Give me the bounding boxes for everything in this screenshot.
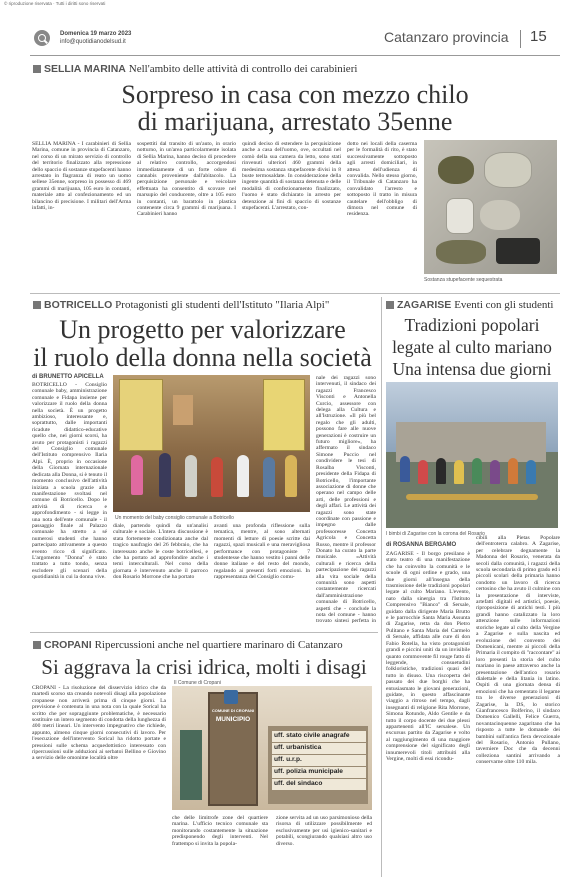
article3-place: ZAGARISE	[397, 299, 452, 311]
article3-caption: I bimbi di Zagarise con la corona del Rosario	[386, 531, 485, 537]
article1-col2: sospettiti dal transito di un'auto, in orario notturno, in un'area particolarmente isolata di Sellia Marina, hanno deciso di procedere al relativo controllo, accorgendosi immediatamente di un forte odore di cannabis proveniente dall'abitacolo. La perquisizione personale e veicolare effettuata ha consentito di scovare nel marsupio del conducente, oltre a 105 euro in contanti, un barattolo in plastica contenente circa 9 grammi di marijuana. I Carabinieri hanno	[137, 141, 236, 218]
article2-kicker	[33, 299, 329, 311]
article3-kicker	[386, 299, 553, 311]
office-plate: uff. u.r.p.	[272, 755, 366, 766]
article3-col2: cibili alla Pietas Popolare dell'entroterra calabro. A Zagarise, per celebrare degnamente la Madonna del Rosario, venerata da secoli dalla comunità, i ragazzi della scuola secondaria di primo grado ed i piccoli scolari della primaria hanno condotto un lavoro di ricerca certosino che ha avuto il culmine con la presentazione di interviste, artefatti digitali ed artistici, poesie, riproposizione di antichi testi. I più grandi hanno catalizzato la loro attenzione sulle informazioni storiche legate al culto della Vergine a Zagarise e sulla nascita ed evoluzione del convento dei Domenicani, mentre ai piccoli della Primaria il compito di "raccontare" ai loro presenti la storia del culto mariano in paese attraverso anche la presentazione dell'antico rosario dialettale e della litania in latino. Ospiti di una giornata densa di emozioni che ha cementato il legame tra le diverse generazioni di Zagarise, la DS, lo storico Gianfrancesco Bolferino, il sindaco Domenico Gallelli, Felice Guerra, novantacinquenne zagaritano che ha risposto a tutte le domande dei bambini sull'antica fiera devozionale del Rosario, Antonio Pullano, taverniere Doc che da decenni colleziona santini arrivando a conservarne oltre 110 mila.	[476, 535, 560, 766]
article4-caption: Il Comune di Cropani	[174, 680, 221, 686]
article1-title-line1: Sorpreso in casa con mezzo chilo	[121, 80, 469, 109]
page-number: 15	[530, 28, 547, 45]
article4-col3: zione servita ad un uso parsimonioso della risorsa di utilizzare possibilmente ed esclusivamente per usi igienico-sanitari e potabili, scongiurando qualsiasi altro uso diverso.	[276, 815, 372, 847]
article3-kicker-text: Eventi con gli studenti	[454, 299, 554, 311]
article3-col1: ZAGARISE - Il borgo presilano è stato teatro di una manifestazione che ha coinvolto la comunità e le scuole di ogni ordine e grado, una due giorni all'insegna della trasmissione delle tradizioni popolari legate al culto Mariano. L'evento, nato dalla sinergia tra l'Istituto Comprensivo "Bianco" di Sersale, guidato dalla dirigente Maria Brutto e le parrocchie Santa Maria Assunta di Zagarise, retta da don Pietro Pulitano e Santa Maria del Carmelo di Sersale, affidata alle cure di don Fabio Rotella, ha visto protagonisti grandi e piccini uniti da un invisibile quanto commovente fil rouge fatto di leggende, consuetudini folkloristiche, tradizioni quasi del tutto in disuso. Una riscoperta del passato dei due borghi che ha entusiasmato le giovani generazioni, guidate, in questo affascinante viaggio a ritroso nel tempo, dagli insegnanti di religione Rita Morrone, Simona Rotundo, Aldo Gentile e da tutto il corpo docente dei due plessi appartenenti all'IC sersalese. Un excursus partito da Zagarise e volto al raggiungimento di una maggiore comprensione del significato degli innumerevoli titoli attribuiti alla Vergine, molti di essi ricondu-	[386, 551, 470, 762]
article4-photo	[172, 686, 372, 810]
article2-title-line1: Un progetto per valorizzare	[59, 315, 346, 344]
office-plate: uff. polizia municipale	[272, 767, 366, 778]
article2-kicker-text: Protagonisti gli studenti dell'Istituto "Ilaria Alpi"	[115, 299, 330, 311]
article1-caption: Sostanza stupefacente sequestrata	[424, 277, 503, 283]
article2-photo	[113, 375, 310, 512]
article4-place: CROPANI	[44, 639, 92, 651]
article3-title	[384, 314, 560, 380]
article1-kicker-text: Nell'ambito delle attività di controllo dei carabinieri	[128, 63, 358, 75]
article4-col2: che delle limitrofe zone del quartiere marina. L'ufficio tecnico comunale sta monitorando costantemente la situazione predisponendo degli interventi. Nel frattempo si invita la popola-	[172, 815, 268, 847]
office-plates	[272, 731, 366, 790]
article1-col3: quindi deciso di estendere la perquisizione anche a casa dell'uomo, ove, occultati nel comò della sua camera da letto, sono stati rinvenuti ulteriori 460 grammi della medesima sostanza stupefacente divisi in 8 buste termosaldate. In considerazione della ingente quantità di sostanza detenuta e delle modalità di confezionamento finalizzato, l'uomo è stato dichiarato in arresto per detenzione ai fini di spaccio di sostanze stupefacenti. L'arrestato, con-	[242, 141, 341, 212]
office-plate: uff. urbanistica	[272, 743, 366, 754]
top-notice: © riproduzione riservata · Tutti i diritti sono riservati	[4, 1, 106, 6]
article2-byline: di BRUNETTO APICELLA	[32, 374, 104, 380]
municipio-sign-top: COMUNE DI CROPANI	[211, 708, 255, 713]
article1-col4: dotto nei locali della caserma per le formalità di rito, è stato successivamente sottoposto agli arresti domiciliari, in attesa dell'udienza di convalida. Nello stesso giorno, il Tribunale di Catanzaro ha convalidato l'arresto e sottoposto il tratto in misura cautelare dell'obbligo di dimora nel comune di residenza.	[347, 141, 417, 218]
article1-kicker	[33, 63, 357, 75]
article1-photo	[424, 140, 557, 274]
newspaper-logo-icon	[34, 30, 50, 46]
article1-col1: SELLIA MARINA - I carabinieri di Sellia Marina, comune in provincia di Catanzaro, nel corso di un mirato servizio di controllo del territorio finalizzato alla repressione dello spaccio di sostanze stupefacenti hanno arrestato in flagranza di reato un uomo sellese 35enne, sorpreso in possesso di 469 grammi di marijuana, 105 euro in contanti, materiale atto al confezionamento ed un bilancino di precisione. I militari dell'Arma infatti, in-	[32, 141, 131, 212]
article1-title	[30, 81, 560, 135]
article2-title-line2: il ruolo della donna nella società	[33, 343, 372, 372]
article3-title-line1: Tradizioni popolari	[404, 315, 540, 335]
article3-title-line3: Una intensa due giorni	[392, 359, 552, 379]
header-divider	[520, 30, 521, 48]
office-plate: uff. stato civile anagrafe	[272, 731, 366, 742]
page-header	[0, 24, 580, 54]
article4-kicker-text: Ripercussioni anche nel quartiere marinaro di Catanzaro	[94, 639, 343, 651]
section-rule-2	[30, 632, 378, 633]
section-rule-1	[30, 293, 560, 294]
article1-place: SELLIA MARINA	[44, 63, 126, 75]
article2-col1: BOTRICELLO - Consiglio comunale baby, amministrazione comunale e Fidapa insieme per valorizzare il ruolo della donna nella società. È un progetto ambizioso, interessante e, soprattutto, dalle importanti ricadute didattico-educative quello che, nei giorni scorsi, ha avuto per protagonisti i ragazzi del Consiglio comunale dell'Istituto comprensivo Ilaria Alpi. È, proprio in occasione della Giornata internazionale dedicata alla Donna, si è tenuto il momento conclusivo dell'attività iniziata a scuola grazie alla manifestazione svoltasi nel comune di Botricello. Dopo le attività di ricerca e approfondimento - si legge in una nota dell'ente comunale - il passaggio finale al Palazzo comunale ha stretto a sé numerosi studenti che hanno partecipato attivamente a questo evento ricco di significato. L'argomento "Donna" è stato trattato a tutto tondo, senza escludere gli scenari della quotidianità in cui la donna vive.	[32, 382, 107, 581]
article2-caption: Un momento del baby consiglio comunale a Botricello	[115, 515, 234, 521]
article1-title-line2: di marijuana, arrestato 35enne	[137, 107, 453, 136]
column-divider	[381, 297, 382, 877]
article2-col3: avanti una profonda riflessione sulla tematica, mentre, al sono alternati momenti di letture di poesie scritte dai ragazzi, spazi musicali e una meravigliosa performance con protagoniste 7 studentesse che hanno vestito i panni delle donne italiane e del resto del mondo, regalando ai presenti forti emozioni. In rappresentanza del Consiglio comu-	[214, 523, 310, 581]
header-section: Catanzaro provincia	[384, 29, 509, 45]
article3-title-line2: legate al culto mariano	[392, 337, 552, 357]
article4-kicker	[33, 639, 343, 651]
coat-of-arms-icon	[224, 690, 238, 704]
article4-title: Si aggrava la crisi idrica, molti i disagi	[41, 655, 367, 679]
article2-place: BOTRICELLO	[44, 299, 113, 311]
article2-col4: nale dei ragazzi sono intervenuti, il sindaco dei ragazzi Francesco Visconti e Antonella Curcio, assessore con delega alla Cultura e all'Istruzione. «Il più bel regalo che gli adulti, possono fare alle nuove generazioni è costruire un futuro migliore», ha affermato il sindaco Simone Puccio nel condividere le tesi di Rosalba Visconti, presidente della Fidapa di Botricello, l'importante associazione di donne che operano nel campo delle arti, delle professioni e degli affari. Le attività dei ragazzi sono state coordinate con passione e impegno dalle professoresse Concetta Agricola e Concetta Russo, mentre il professor Donato ha curato la parte musicale. «Attività culturali e ricerca della partecipazione dei ragazzi alla vita sociale della comunità sono aspetti costantemente ricercati dall'amministrazione comunale di Botricello, aspetti che - conclude la nota del comune - hanno trovato sintesi perfetta in	[316, 375, 376, 625]
article2-title	[30, 316, 375, 372]
header-email: info@quotidianodelsud.it	[60, 39, 126, 45]
article2-col2: diale, partendo quindi da un'analisi culturale e sociale. L'intera discussione è stata fortemente condizionata anche dal tragico naufragio del 26 febbraio, che ha interessato anche le coste botricellesi, e che ha portato ad approfondire anche i temi interculturali. Nel corso della giornata è intervenuto anche il parroco don Rosario Morrone che ha portato	[113, 523, 208, 581]
article3-photo	[386, 382, 558, 528]
header-rule	[30, 55, 560, 56]
article3-byline: di ROSANNA BERGAMO	[386, 542, 457, 548]
office-plate: uff. del sindaco	[272, 779, 366, 790]
header-date: Domenica 19 marzo 2023	[60, 31, 132, 37]
municipio-sign: MUNICIPIO	[215, 716, 251, 723]
article4-col1: CROPANI - La risoluzione del disservizio idrico che da martedì scorso sta creando notevoli disagi alla popolazione cropanese non arriverà prima di cinque giorni. La previsione è contenuta in una nota con la quale Sorical ha scritto che per sopraggiunte problematiche, è necessario sostituire un intero segmento di condotta della lunghezza di 400 metri lineari. Un intervento impegnativo che richiede, appunto, almeno cinque giorni consecutivi di lavoro. Per l'esecuzione dell'intervento Sorical ha ridotto portate e pressioni sulle schema acquedottistico interessato con ripercussioni sulle adduzioni ai serbatoi Bellino e Giovino a servizio delle omonime località oltre	[32, 685, 166, 762]
